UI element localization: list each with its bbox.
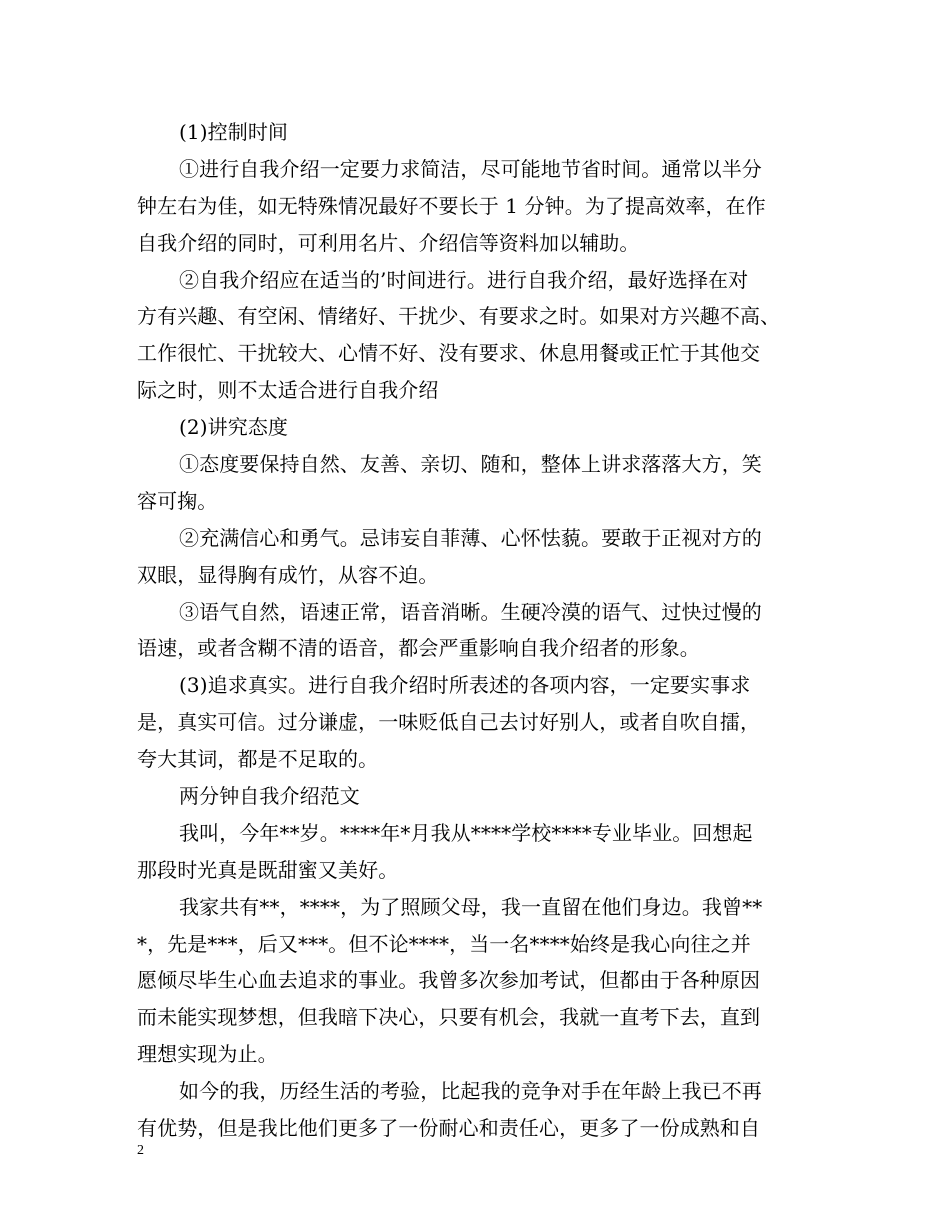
text-line: 际之时，则不太适合进行自我介绍 bbox=[137, 378, 439, 403]
text-line: (2)讲究态度 bbox=[179, 415, 289, 440]
text-line: 双眼，显得胸有成竹，从容不迫。 bbox=[137, 562, 439, 587]
text-line: ③语气自然，语速正常，语音消晰。生硬冷漠的语气、过快过慢的 bbox=[179, 599, 762, 624]
text-line: 容可掬。 bbox=[137, 488, 218, 513]
text-line: *，先是***，后又***。但不论****，当一名****始终是我心向往之并 bbox=[137, 931, 751, 956]
text-line: (1)控制时间 bbox=[179, 120, 289, 144]
text-line: 有优势，但是我比他们更多了一份耐心和责任心，更多了一份成熟和自 bbox=[137, 1116, 761, 1141]
text-line: 钟左右为佳，如无特殊情况最好不要长于 1 分钟。为了提高效率，在作 bbox=[137, 193, 766, 218]
text-line: 那段时光真是既甜蜜又美好。 bbox=[137, 857, 399, 882]
text-line: 愿倾尽毕生心血去追求的事业。我曾多次参加考试，但都由于各种原因 bbox=[137, 968, 761, 993]
page-number: 2 bbox=[137, 1143, 144, 1158]
text-line: 我家共有**，****，为了照顾父母，我一直留在他们身边。我曾** bbox=[179, 894, 763, 919]
text-line: 我叫，今年**岁。****年*月我从****学校****专业毕业。回想起 bbox=[179, 820, 753, 845]
text-line: 两分钟自我介绍范文 bbox=[179, 784, 360, 809]
text-line: 理想实现为止。 bbox=[137, 1042, 278, 1067]
text-line: 而未能实现梦想，但我暗下决心，只要有机会，我就一直考下去，直到 bbox=[137, 1005, 761, 1030]
text-line: ②自我介绍应在适当的’时间进行。进行自我介绍，最好选择在对 bbox=[179, 267, 749, 292]
text-line: 工作很忙、干扰较大、心情不好、没有要求、休息用餐或正忙于其他交 bbox=[137, 341, 761, 366]
text-line: 自我介绍的同时，可利用名片、介绍信等资料加以辅助。 bbox=[137, 230, 640, 255]
text-line: ①态度要保持自然、友善、亲切、随和，整体上讲求落落大方，笑 bbox=[179, 452, 762, 477]
text-line: (3)追求真实。进行自我介绍时所表述的各项内容，一定要实事求 bbox=[179, 673, 751, 698]
text-line: ①进行自我介绍一定要力求简洁，尽可能地节省时间。通常以半分 bbox=[179, 156, 762, 181]
text-line: 是，真实可信。过分谦虚，一味贬低自己去讨好别人，或者自吹自擂， bbox=[137, 710, 761, 735]
text-line: 如今的我，历经生活的考验，比起我的竞争对手在年龄上我已不再 bbox=[179, 1079, 762, 1104]
text-line: 语速，或者含糊不清的语音，都会严重影响自我介绍者的形象。 bbox=[137, 636, 700, 661]
text-line: 夸大其词，都是不足取的。 bbox=[137, 747, 379, 772]
text-line: ②充满信心和勇气。忌讳妄自菲薄、心怀怯藐。要敢于正视对方的 bbox=[179, 525, 762, 550]
document-body bbox=[137, 114, 817, 1147]
text-line: 方有兴趣、有空闲、情绪好、干扰少、有要求之时。如果对方兴趣不高、 bbox=[137, 304, 781, 329]
